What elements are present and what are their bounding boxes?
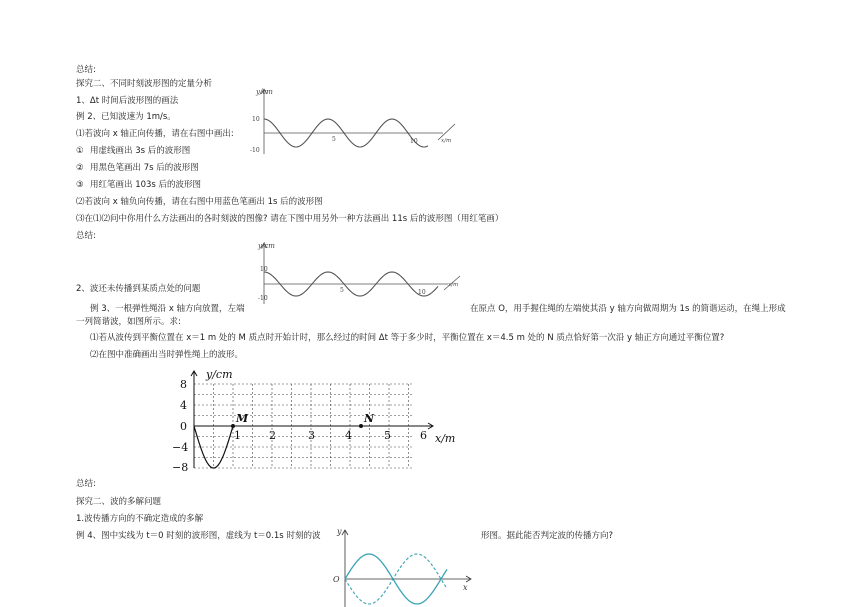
y-axis-label: y/cm	[258, 242, 275, 250]
section-title: 探究二、不同时刻波形图的定量分析	[76, 79, 213, 89]
summary-label: 总结:	[76, 65, 96, 75]
y-tick-label: -10	[250, 147, 260, 154]
y-tick-label: 10	[252, 116, 260, 123]
question-1: ⑴若波向 x 轴正向传播，请在右图中画出:	[76, 129, 234, 139]
y-tick-label: 10	[260, 266, 268, 273]
y-tick-label: −8	[172, 461, 189, 474]
question-1-1-number: ①	[76, 146, 84, 156]
x-tick-label: 3	[308, 429, 315, 442]
example-2: 例 2、已知波速为 1m/s。	[76, 112, 176, 122]
x-tick-label: 10	[410, 138, 418, 145]
example-4-start: 例 4、图中实线为 t＝0 时刻的波形图，虚线为 t＝0.1s 时刻的波	[76, 531, 321, 541]
x-tick-label: 1	[234, 429, 241, 442]
origin-label: O	[333, 575, 340, 584]
y-tick-label: 4	[180, 399, 187, 412]
example-3-continued: 在原点 O，用手握住绳的左端使其沿 y 轴方向做周期为 1s 的简谐运动，在绳上形成	[470, 304, 786, 314]
point-n-label: N	[364, 412, 375, 425]
item-heading: 1、Δt 时间后波形图的画法	[76, 96, 179, 106]
example-3-start: 例 3、一根弹性绳沿 x 轴方向放置，左端	[90, 304, 245, 314]
example-3-question-2: ⑵在图中准确画出当时弹性绳上的波形。	[90, 350, 244, 360]
x-tick-label: 5	[340, 287, 344, 294]
x-tick-label: 10	[418, 289, 426, 296]
point-m-label: M	[236, 412, 249, 425]
example-3-end: 一列简谐波，如图所示。求:	[76, 317, 181, 327]
y-axis-label: y	[337, 527, 342, 536]
item-heading: 1.波传播方向的不确定造成的多解	[76, 514, 204, 524]
example-3-question-1: ⑴若从波传到平衡位置在 x＝1 m 处的 M 质点时开始计时，那么经过的时间 Δt 等于多少时，平衡位置在 x＝4.5 m 处的 N 质点恰好第一次沿 y 轴正方向通过平衡位置?	[90, 333, 725, 343]
x-tick-label: 6	[420, 429, 427, 442]
question-3: ⑶在⑴⑵问中你用什么方法画出的各时刻波的图像? 请在下图中用另外一种方法画出 11s 后的波形图（用红笔画）	[76, 214, 504, 224]
point-n	[359, 424, 363, 428]
wave-graph-2	[248, 238, 463, 306]
summary-label: 总结:	[76, 231, 96, 241]
rope-wave-graph	[170, 364, 470, 474]
x-tick-label: 2	[269, 429, 276, 442]
point-m	[231, 424, 235, 428]
x-tick-label: 4	[345, 429, 352, 442]
y-axis-label: y/cm	[256, 88, 273, 96]
two-wave-graph	[325, 524, 485, 607]
section-title: 探究二、波的多解问题	[76, 497, 162, 507]
item-heading: 2、波还未传播到某质点处的问题	[76, 284, 201, 294]
question-1-1: 用虚线画出 3s 后的波形图	[90, 146, 191, 156]
y-tick-label: -10	[258, 295, 268, 302]
question-1-3: 用红笔画出 103s 后的波形图	[90, 180, 202, 190]
y-tick-label: −4	[172, 441, 189, 454]
wave-graph-1	[248, 84, 463, 158]
example-4-end: 形图。据此能否判定波的传播方向?	[481, 531, 614, 541]
x-axis-label: x/m	[448, 282, 459, 288]
y-tick-label: 8	[180, 378, 187, 391]
question-2: ⑵若波向 x 轴负向传播，请在右图中用蓝色笔画出 1s 后的波形图	[76, 197, 323, 207]
question-1-2-number: ②	[76, 163, 84, 173]
y-tick-label: 0	[180, 420, 187, 433]
question-1-2: 用黑色笔画出 7s 后的波形图	[90, 163, 199, 173]
x-axis-label: x/m	[435, 432, 456, 445]
x-tick-label: 5	[332, 136, 336, 143]
question-1-3-number: ③	[76, 180, 84, 190]
x-axis-label: x	[463, 583, 468, 592]
y-axis-label: y/cm	[206, 368, 233, 381]
x-tick-label: 5	[384, 429, 391, 442]
summary-label: 总结:	[76, 479, 96, 489]
x-axis-label: x/m	[441, 138, 452, 144]
